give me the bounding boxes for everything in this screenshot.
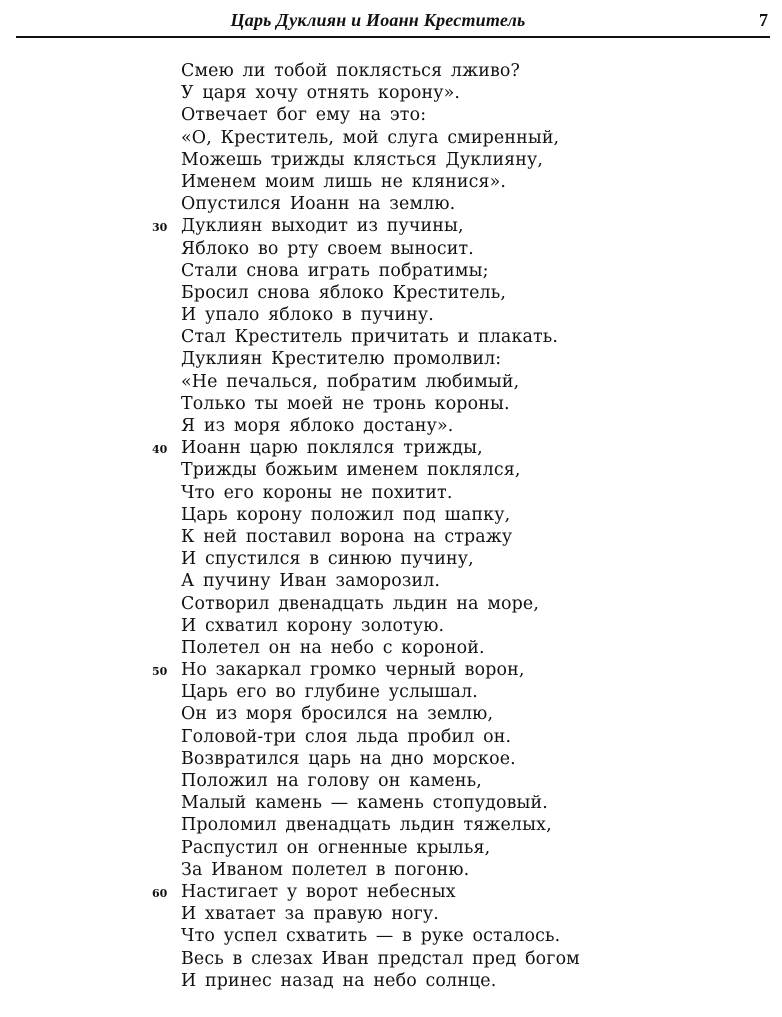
line-number: 60 bbox=[152, 886, 168, 900]
verse-text: Царь его во глубине услышал. bbox=[181, 682, 478, 703]
verse-line bbox=[0, 570, 782, 592]
verse-line bbox=[0, 504, 782, 526]
verse-text: Яблоко во рту своем выносит. bbox=[181, 238, 474, 259]
verse-line bbox=[0, 459, 782, 481]
verse-text: Трижды божьим именем поклялся, bbox=[181, 460, 521, 481]
running-head bbox=[16, 8, 770, 32]
verse-text: Полетел он на небо с короной. bbox=[181, 637, 485, 658]
verse-text: Иоанн царю поклялся трижды, bbox=[181, 438, 483, 459]
verse-text: «О, Креститель, мой слуга смиренный, bbox=[181, 127, 560, 148]
verse-text: К ней поставил ворона на стражу bbox=[181, 526, 513, 547]
verse-line bbox=[0, 615, 782, 637]
verse-line bbox=[0, 726, 782, 748]
verse-text: Только ты моей не тронь короны. bbox=[181, 393, 510, 414]
verse-line bbox=[0, 925, 782, 947]
verse-line bbox=[0, 703, 782, 725]
verse-line bbox=[0, 814, 782, 836]
verse-text: Он из моря бросился на землю, bbox=[181, 704, 494, 725]
line-number: 30 bbox=[152, 221, 168, 235]
verse-text: У царя хочу отнять корону». bbox=[181, 83, 461, 104]
verse-line bbox=[0, 903, 782, 925]
verse-text: Малый камень — камень стопудовый. bbox=[181, 793, 548, 814]
verse-line bbox=[0, 659, 782, 681]
verse-text: Именем моим лишь не клянися». bbox=[181, 171, 507, 192]
verse-line bbox=[0, 348, 782, 370]
verse-line bbox=[0, 82, 782, 104]
verse-text: Настигает у ворот небесных bbox=[181, 881, 456, 902]
verse-text: Бросил снова яблоко Креститель, bbox=[181, 282, 507, 303]
verse-text: Весь в слезах Иван предстал пред богом bbox=[181, 948, 580, 969]
verse-text: Сотворил двенадцать льдин на море, bbox=[181, 593, 540, 614]
verse-line bbox=[0, 260, 782, 282]
verse-text: Можешь трижды клясться Дуклияну, bbox=[181, 149, 544, 170]
header-rule bbox=[16, 36, 770, 38]
running-title: Царь Дуклиян и Иоанн Креститель bbox=[230, 10, 526, 30]
verse-line bbox=[0, 526, 782, 548]
verse-line bbox=[0, 127, 782, 149]
verse-line bbox=[0, 238, 782, 260]
verse-text: И спустился в синюю пучину, bbox=[181, 549, 474, 570]
verse-line bbox=[0, 770, 782, 792]
poem-text bbox=[0, 60, 782, 992]
verse-text: Стали снова играть побратимы; bbox=[181, 260, 489, 281]
verse-text: И принес назад на небо солнце. bbox=[181, 970, 497, 991]
verse-line bbox=[0, 326, 782, 348]
verse-line bbox=[0, 637, 782, 659]
verse-line bbox=[0, 149, 782, 171]
verse-line bbox=[0, 393, 782, 415]
verse-text: Дуклиян выходит из пучины, bbox=[181, 216, 464, 237]
verse-line bbox=[0, 948, 782, 970]
verse-line bbox=[0, 60, 782, 82]
verse-text: Что его короны не похитит. bbox=[181, 482, 453, 503]
verse-line bbox=[0, 215, 782, 237]
verse-text: А пучину Иван заморозил. bbox=[181, 571, 441, 592]
verse-line bbox=[0, 193, 782, 215]
line-number: 50 bbox=[152, 665, 168, 679]
verse-text: Положил на голову он камень, bbox=[181, 771, 482, 791]
verse-line bbox=[0, 415, 782, 437]
verse-text: И схватил корону золотую. bbox=[181, 615, 445, 636]
verse-line bbox=[0, 881, 782, 903]
verse-text: Царь корону положил под шапку, bbox=[181, 504, 511, 525]
verse-line bbox=[0, 437, 782, 459]
verse-line bbox=[0, 482, 782, 504]
verse-text: Стал Креститель причитать и плакать. bbox=[181, 327, 559, 348]
verse-text: Возвратился царь на дно морское. bbox=[181, 748, 516, 769]
verse-line bbox=[0, 548, 782, 570]
verse-text: Дуклиян Крестителю промолвил: bbox=[181, 349, 502, 370]
verse-line bbox=[0, 171, 782, 193]
verse-text: Отвечает бог ему на это: bbox=[181, 105, 427, 126]
verse-text: За Иваном полетел в погоню. bbox=[181, 859, 470, 880]
verse-text: Опустился Иоанн на землю. bbox=[181, 194, 456, 215]
verse-text: Я из моря яблоко достану». bbox=[181, 416, 454, 436]
verse-text: «Не печалься, побратим любимый, bbox=[181, 371, 520, 392]
verse-line bbox=[0, 748, 782, 770]
verse-line bbox=[0, 970, 782, 992]
verse-text: И хватает за правую ногу. bbox=[181, 904, 439, 925]
verse-text: Головой-три слоя льда пробил он. bbox=[181, 726, 512, 747]
verse-text: Распустил он огненные крылья, bbox=[181, 837, 491, 858]
verse-line bbox=[0, 104, 782, 126]
verse-line bbox=[0, 282, 782, 304]
verse-line bbox=[0, 681, 782, 703]
verse-text: Проломил двенадцать льдин тяжелых, bbox=[181, 815, 552, 836]
verse-text: Смею ли тобой поклясться лживо? bbox=[181, 61, 520, 81]
verse-line bbox=[0, 371, 782, 393]
verse-line bbox=[0, 792, 782, 814]
line-number: 40 bbox=[152, 443, 168, 457]
verse-line bbox=[0, 304, 782, 326]
verse-line bbox=[0, 593, 782, 615]
verse-text: И упало яблоко в пучину. bbox=[181, 305, 434, 326]
verse-line bbox=[0, 859, 782, 881]
page-number: 7 bbox=[759, 10, 768, 30]
verse-line bbox=[0, 837, 782, 859]
verse-text: Но закаркал громко черный ворон, bbox=[181, 660, 525, 681]
verse-text: Что успел схватить — в руке осталось. bbox=[181, 926, 561, 947]
